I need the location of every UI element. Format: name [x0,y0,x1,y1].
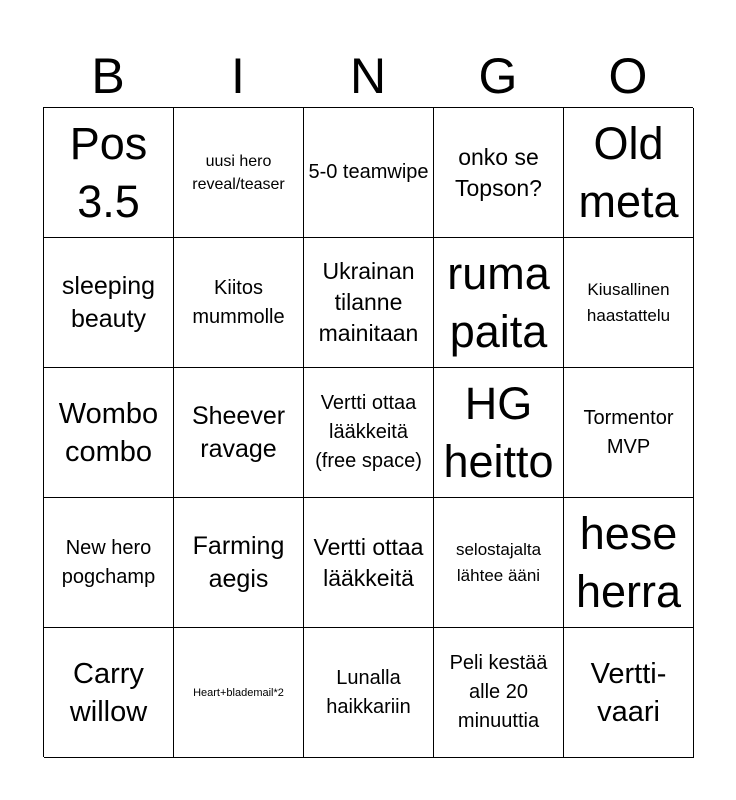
cell-text: Kiitos mummolle [192,276,285,328]
bingo-cell free-space[interactable] [304,368,434,498]
cell-text: ruma paita [447,247,550,357]
bingo-cell[interactable] [434,238,564,368]
bingo-cell[interactable] [564,498,694,628]
cell-text: Heart+blademail*2 [193,686,284,699]
cell-text: Vertti ottaa lääkkeitä (free space) [315,392,422,472]
header-letter-n: N [349,48,387,104]
bingo-header [43,48,693,104]
cell-text: onko se Topson? [455,143,542,201]
bingo-cell[interactable] [44,108,174,238]
cell-text: Lunalla haikkariin [326,666,411,718]
cell-text: Tormentor MVP [583,406,674,458]
bingo-cell[interactable] [434,368,564,498]
cell-text: Wombo combo [58,397,159,468]
cell-text: Kiusallinen haastattelu [586,279,671,325]
cell-text: uusi hero reveal/teaser [192,152,285,193]
bingo-cell[interactable] [174,368,304,498]
cell-text: Vertti ottaa lääkkeitä [313,533,424,591]
header-letter-g: G [478,48,518,104]
bingo-cell[interactable] [564,628,694,758]
bingo-cell[interactable] [434,628,564,758]
bingo-cell[interactable] [564,108,694,238]
cell-text: Peli kestää alle 20 minuuttia [449,652,548,732]
cell-text: HG heitto [443,377,554,487]
bingo-cell[interactable] [304,498,434,628]
cell-text: Farming aegis [192,531,285,593]
cell-text: Old meta [578,117,679,227]
cell-text: Pos 3.5 [69,117,148,227]
cell-text: Carry willow [69,657,148,728]
cell-text: Ukrainan tilanne mainitaan [318,258,419,346]
bingo-cell[interactable] [304,238,434,368]
cell-text: Vertti-vaari [590,657,667,728]
cell-text: Sheever ravage [191,401,286,463]
bingo-cell[interactable] [304,628,434,758]
bingo-cell[interactable] [174,238,304,368]
header-letter-b: B [91,48,125,104]
bingo-cell[interactable] [564,238,694,368]
bingo-cell[interactable] [44,628,174,758]
bingo-cell[interactable] [434,108,564,238]
bingo-cell[interactable] [44,368,174,498]
cell-text: 5-0 teamwipe [308,161,429,183]
header-letter-o: O [608,48,648,104]
cell-text: hese herra [575,507,682,617]
bingo-cell[interactable] [174,108,304,238]
bingo-cell[interactable] [44,498,174,628]
bingo-cell[interactable] [174,498,304,628]
cell-text: New hero pogchamp [61,536,156,588]
bingo-grid [43,107,693,757]
bingo-cell[interactable] [304,108,434,238]
bingo-cell[interactable] [434,498,564,628]
bingo-cell[interactable] [174,628,304,758]
cell-text: selostajalta lähtee ääni [455,539,542,585]
header-letter-i: I [231,48,245,104]
bingo-cell[interactable] [564,368,694,498]
bingo-cell[interactable] [44,238,174,368]
cell-text: sleeping beauty [61,271,156,333]
